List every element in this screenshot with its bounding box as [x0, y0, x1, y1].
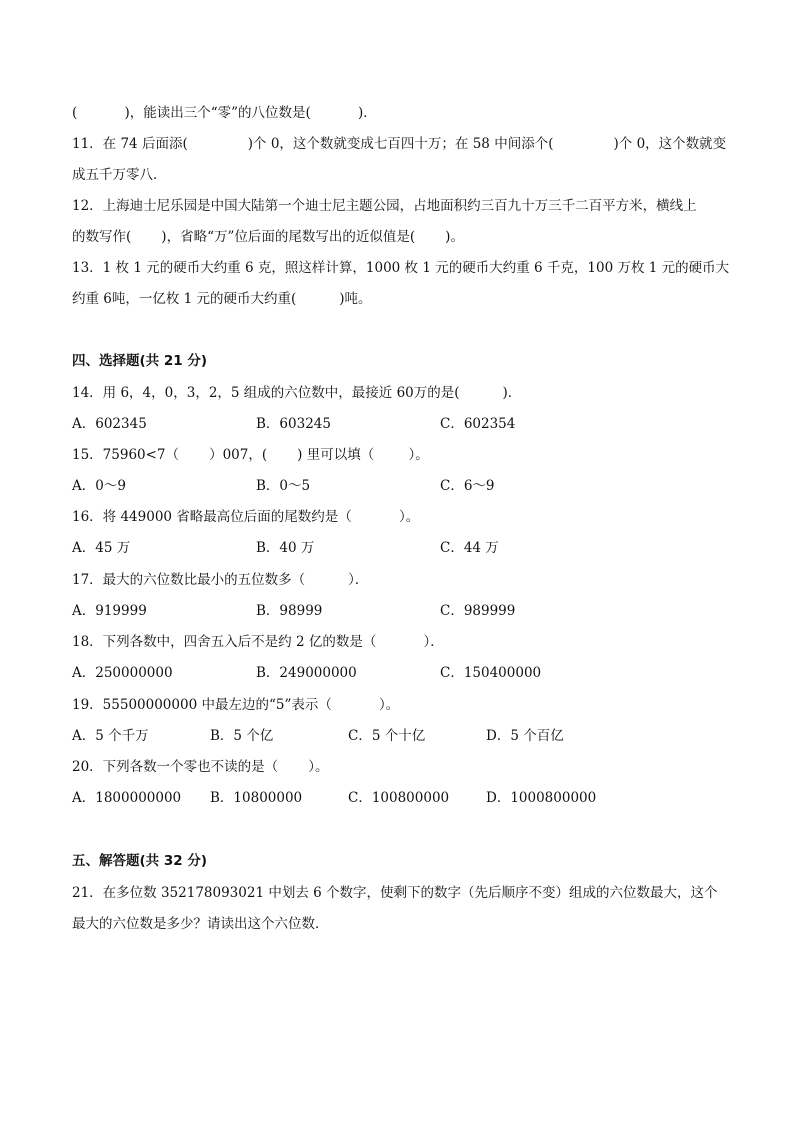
- question-19-option-b: B．5 个亿: [210, 728, 274, 744]
- question-12-line-2: 的数写作( )，省略“万”位后面的尾数写出的近似值是( )。: [72, 229, 464, 245]
- question-18-option-a: A．250000000: [72, 665, 173, 681]
- question-19-stem: 19．55500000000 中最左边的“5”表示（ ）。: [72, 697, 400, 713]
- question-20-option-d: D．1000800000: [486, 790, 597, 806]
- question-11-line-1: 11．在 74 后面添( )个 0，这个数就变成七百四十万；在 58 中间添个( )个 0，这个数就变: [72, 136, 727, 152]
- question-20-option-c: C．100800000: [348, 790, 450, 806]
- question-16-option-b: B．40 万: [256, 540, 315, 556]
- question-17-stem: 17．最大的六位数比最小的五位数多（ ）．: [72, 572, 369, 588]
- question-13-line-2: 约重 6吨，一亿枚 1 元的硬币大约重( )吨。: [72, 291, 372, 307]
- question-21-line-1: 21．在多位数 352178093021 中划去 6 个数字，使剩下的数字（先后顺序不变）组成的六位数最大，这个: [72, 885, 718, 901]
- question-11-line-2: 成五千万零八．: [72, 167, 167, 183]
- question-20-stem: 20．下列各数一个零也不读的是（ ）。: [72, 759, 329, 775]
- question-15-stem: 15．75960<7（ ）007，( ) 里可以填（ ）。: [72, 447, 429, 463]
- question-19-option-c: C．5 个十亿: [348, 728, 426, 744]
- question-17-option-a: A．919999: [72, 603, 147, 619]
- question-18-stem: 18．下列各数中，四舍五入后不是约 2 亿的数是（ ）．: [72, 634, 444, 650]
- question-18-option-b: B．249000000: [256, 665, 357, 681]
- question-15-option-b: B．0～5: [256, 478, 311, 494]
- question-15-option-c: C．6～9: [440, 478, 495, 494]
- question-14-option-c: C．602354: [440, 416, 516, 432]
- question-16-stem: 16．将 449000 省略最高位后面的尾数约是（ ）。: [72, 509, 420, 525]
- section-4-title: 四、选择题(共 21 分): [72, 353, 208, 369]
- question-17-option-c: C．989999: [440, 603, 516, 619]
- question-20-option-a: A．1800000000: [72, 790, 182, 806]
- section-5-title: 五、解答题(共 32 分): [72, 853, 208, 869]
- question-16-option-c: C．44 万: [440, 540, 499, 556]
- question-20-option-b: B．10800000: [210, 790, 303, 806]
- question-15-option-a: A．0～9: [72, 478, 126, 494]
- question-14-stem: 14．用 6，4，0，3，2，5 组成的六位数中，最接近 60万的是( )．: [72, 385, 522, 401]
- question-19-option-a: A．5 个千万: [72, 728, 149, 744]
- question-19-option-d: D．5 个百亿: [486, 728, 564, 744]
- question-13-line-1: 13．1 枚 1 元的硬币大约重 6 克，照这样计算，1000 枚 1 元的硬币大约重 6 千克，100 万枚 1 元的硬币大: [72, 260, 730, 276]
- question-12-line-1: 12．上海迪士尼乐园是中国大陆第一个迪士尼主题公园，占地面积约三百九十万三千二百平方米，横线上: [72, 198, 697, 214]
- question-21-line-2: 最大的六位数是多少？请读出这个六位数．: [72, 916, 329, 932]
- question-18-option-c: C．150400000: [440, 665, 542, 681]
- fill-line-1: ( )，能读出三个“零”的八位数是( )．: [72, 105, 377, 121]
- question-14-option-a: A．602345: [72, 416, 147, 432]
- question-17-option-b: B．98999: [256, 603, 323, 619]
- question-16-option-a: A．45 万: [72, 540, 131, 556]
- question-14-option-b: B．603245: [256, 416, 331, 432]
